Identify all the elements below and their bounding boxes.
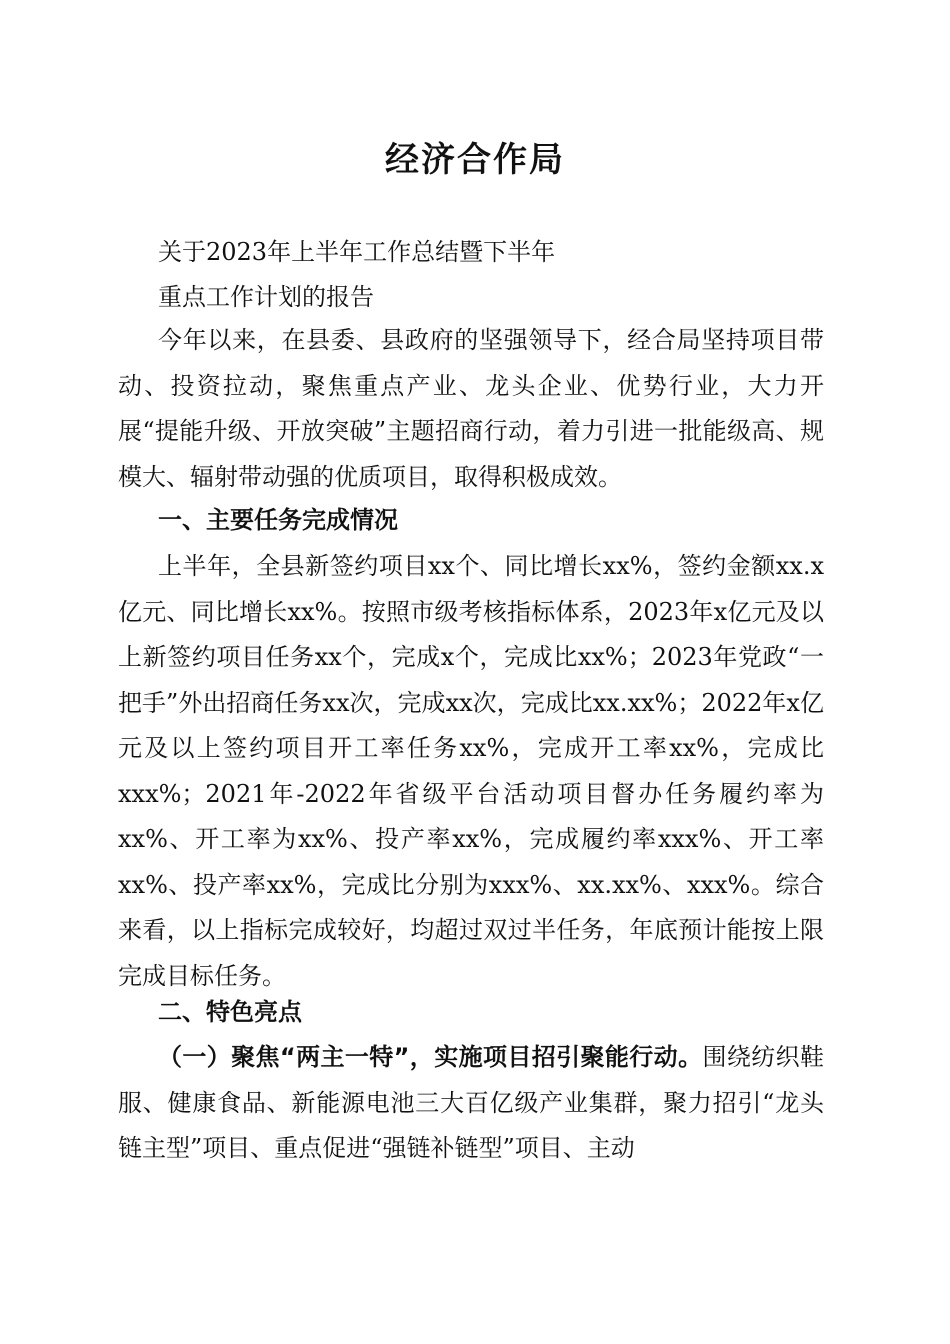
item-1-body: 围绕纺织鞋服、健康食品、新能源电池三大百亿级产业集群，聚力招引“龙头链主型”项目、重点促进“强链补链型”项目、主动 [118,1043,825,1162]
document-title: 经济合作局 [385,140,565,180]
report-title-line-1: 关于2023年上半年工作总结暨下半年 [158,238,556,266]
report-title-line-2: 重点工作计划的报告 [158,283,374,311]
section-heading-2: 二、特色亮点 [158,998,302,1026]
intro-paragraph: 今年以来，在县委、县政府的坚强领导下，经合局坚持项目带动、投资拉动，聚焦重点产业、龙头企业、优势行业，大力开展“提能升级、开放突破”主题招商行动，着力引进一批能级高、规模大、辐射带动强的优质项目，取得积极成效。 [118,326,824,491]
item-1-paragraph [118,1035,824,1172]
item-1-lead: （一）聚焦“两主一特”，实施项目招引聚能行动。 [158,1043,703,1071]
section-heading-1: 一、主要任务完成情况 [158,506,398,534]
section-1-paragraph: 上半年，全县新签约项目xx个、同比增长xx%，签约金额xx.x亿元、同比增长xx%。按照市级考核指标体系，2023年x亿元及以上新签约项目任务xx个，完成x个，完成比xx%；2023年党政“一把手”外出招商任务xx次，完成xx次，完成比xx.xx%；2022年x亿元及以上签约项目开工率任务xx%，完成开工率xx%，完成比xxx%；2021年-2022年省级平台活动项目督办任务履约率为xx%、开工率为xx%、投产率xx%，完成履约率xxx%、开工率xx%、投产率xx%，完成比分别为xxx%、xx.xx%、xxx%。综合来看，以上指标完成较好，均超过双过半任务，年底预计能按上限完成目标任务。 [118,552,824,990]
